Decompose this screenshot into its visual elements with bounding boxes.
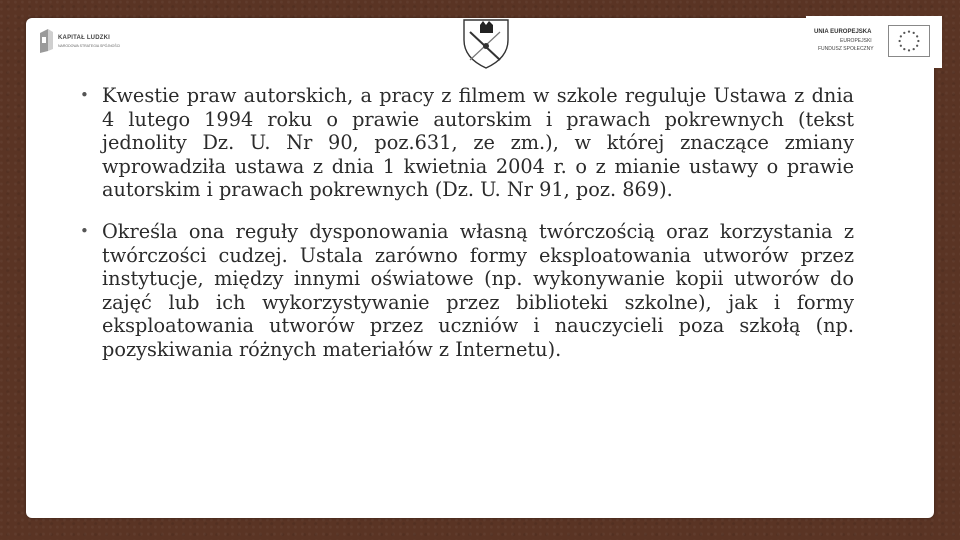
slide-content bbox=[80, 84, 854, 380]
kapital-ludzki-mark-icon bbox=[38, 29, 54, 53]
eu-flag-icon bbox=[888, 25, 930, 57]
eu-title: UNIA EUROPEJSKA bbox=[814, 29, 872, 35]
eu-fund-line1: EUROPEJSKI bbox=[840, 38, 872, 44]
eu-logo bbox=[806, 16, 942, 68]
bullet-marker: • bbox=[80, 221, 89, 240]
bullet-marker: • bbox=[80, 86, 89, 104]
school-crest-icon bbox=[460, 18, 512, 70]
kapital-ludzki-subtitle: NARODOWA STRATEGIA SPÓJNOŚCI bbox=[58, 44, 121, 48]
eu-fund-line2: FUNDUSZ SPOŁECZNY bbox=[818, 46, 874, 52]
kapital-ludzki-title: KAPITAŁ LUDZKI bbox=[58, 35, 111, 41]
bullet-text: Określa ona reguły dysponowania własną twórczością oraz korzystania z twórczości cudzej. Ustala zarówno formy eksploatowania utworów przez instytucje, między innymi oświatowe (np. wykonywanie kopii utworów do zajęć lub ich wykorzystywanie przez biblioteki szkolne), jak i formy eksploatowania utworów przez uczniów i nauczycieli poza szkołą (np. pozyskiwania różnych materiałów z Internetu). bbox=[102, 219, 854, 361]
bullet-item bbox=[80, 220, 854, 362]
bullet-text: Kwestie praw autorskich, a pracy z filmem w szkole reguluje Ustawa z dnia 4 lutego 1994 roku o prawie autorskim i prawach pokrewnych (tekst jednolity Dz. U. Nr 90, poz.631, ze zm.), w której znaczące zmiany wprowadziła ustawa z dnia 1 kwietnia 2004 r. o z mianie ustawy o prawie autorskim i prawach pokrewnych (Dz. U. Nr 91, poz. 869). bbox=[102, 84, 854, 202]
bullet-item bbox=[80, 84, 854, 202]
kapital-ludzki-logo bbox=[38, 29, 132, 59]
